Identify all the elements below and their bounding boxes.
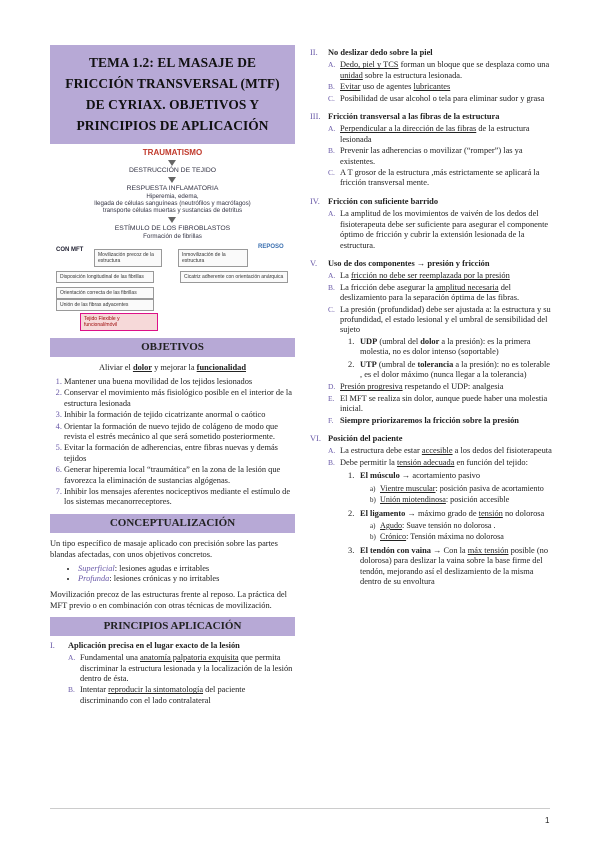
list-item: 4. Orientar la formación de nuevo tejido de colágeno de modo que revista el estrés mecánico al que será sometido posteriormente. [64, 422, 295, 443]
diagram-step3: ESTÍMULO DE LOS FIBROBLASTOS [114, 225, 231, 232]
principle-i-a: A. Fundamental una anatomía palpatoria exquisita que permita discriminar la estructura lesionada y la localización de la lesión dentro de ésta. [68, 653, 293, 683]
page-title: TEMA 1.2: EL MASAJE DE FRICCIÓN TRANSVERSAL (MTF) DE CYRIAX. OBJETIVOS Y PRINCIPIOS DE APLICACIÓN [50, 45, 295, 144]
principle-i-b: B. Intentar reproducir la sintomatología del paciente discriminando con el lado contralateral [68, 685, 246, 705]
diagram-result-box: Tejido Flexible y funcional/móvil [80, 313, 158, 331]
conceptualizacion-text2: Movilización precoz de las estructuras frente al reposo. La práctica del MFT previo o en combinación con otras técnicas de movilización. [50, 589, 287, 610]
left-column [50, 45, 295, 707]
conceptualizacion-heading: CONCEPTUALIZACIÓN [50, 514, 295, 533]
page-number: 1 [545, 816, 550, 825]
traumatismo-diagram: TRAUMATISMO DESTRUCCIÓN DE TEJIDO RESPUESTA INFLAMATORIA Hiperemia, edema, llegada de células sanguíneas (neutrófilos y macrófagos) transporte células muertas y sustancias de detritus ESTÍMULO DE LOS FIBROBLASTOS Formación de fibrillas CON MFT REPOSO Movilización precoz de la estructura Inmovilización de la estructura Disposición longitudinal de las fibrillas Cicatriz adherente con orientación anárquica Orientación correcta de las fibrillas Unión de las fibras adyacentes Tejido Flexible y funcional/móvil [50, 147, 295, 332]
arrow-icon [168, 217, 176, 223]
diagram-box: Cicatriz adherente con orientación anárquica [180, 271, 288, 283]
list-item: 6. Generar hiperemia local “traumática” en la zona de la lesión que favorezca la eliminación de sustancias algógenas. [64, 465, 295, 486]
list-item: 1. Mantener una buena movilidad de los tejidos lesionados [64, 377, 295, 387]
diagram-box: Disposición longitudinal de las fibrillas [56, 271, 154, 283]
diagram-box: Unión de las fibras adyacentes [56, 299, 154, 311]
arrow-icon [168, 160, 176, 166]
masaje-types-list [50, 564, 295, 585]
list-item: 7. Inhibir los mensajes aferentes nociceptivos mediante el estímulo de los sistemas mecanorreceptores. [64, 487, 295, 508]
principle-vi: VI. Posición del paciente [310, 434, 403, 443]
principle-iv: IV. Fricción con suficiente barrido [310, 196, 439, 206]
diagram-head: TRAUMATISMO [142, 148, 203, 157]
diagram-step2: RESPUESTA INFLAMATORIA [126, 185, 219, 192]
diagram-box: Movilización precoz de la estructura [94, 249, 162, 267]
right-column: II. No deslizar dedo sobre la piel A. Dedo, piel y TCS forman un bloque que se desplaza como una unidad sobre la estructura lesionada. B. Evitar uso de agentes lubricantes C. Posibilidad de usar alcohol o tela para eliminar sudor y grasa III. Fricción transversal a las fibras de la estructura A. Perpendicular a la dirección de las fibras de la estructura lesionada B. Prevenir las adherencias o movilizar (“romper”) las ya existentes. C. A T grosor de la estructura ,más estrictamente se aplicará la fricción transversal mente. IV. Fricción con suficiente barrido A. La amplitud de los movimientos de vaivén de los dedos del fisioterapeuta debe ser suficiente para asegurar el componente óptimo de fricción y cubrir la extensión lesionada de la estructura. V. Uso de dos componentes → presión y fricción A. La fricción no debe ser reemplazada por la presión B. La fricción debe asegurar la amplitud necesaria del deslizamiento para la separación óptima de las fibras. C. La presión (profundidad) debe ser ajustada a: la estructura y su profundidad, el estado lesional y el umbral de sensibilidad del sujeto 1. UDP (umbral del dolor a la presión): es la primera molestia, no es dolor intenso (soportable) 2. UTP (umbral de tolerancia a la presión): no es tolerable , es el dolor máximo (nunca llegar a la tolerancia) D. Presión progresiva respetando el UDP: analgesia E. El MFT se realiza sin dolor, aunque puede haber una molestia inicial. F. Siempre priorizaremos la fricción sobre la presión VI. Posición del paciente A. La estructura debe estar accesible a los dedos del fisioterapeuta B. Debe permitir la tensión adecuada en función del tejido: 1. El músculo → acortamiento pasivo a) Vientre muscular: posición pasiva de acortamiento b) Unión miotendinosa: posición accesible 2. El ligamento → máximo grado de tensión no dolorosa a) Agudo: Suave tensión no dolorosa . b) Crónico: Tensión máxima no dolorosa 3. El tendón con vaina → Con la máx tensión posible (no dolorosa) para deslizar la vaina sobre la base firme del tendón, mejorando así el deslizamiento de la misma dentro de su envoltura [310, 48, 552, 587]
diagram-box: Orientación correcta de las fibrillas [56, 287, 154, 299]
list-item: 2. Conservar el movimiento más fisiológico posible en el interior de la estructura lesionada [64, 388, 295, 409]
list-item: • Superficial: lesiones agudas e irritables [78, 564, 295, 574]
principle-ii: II. No deslizar dedo sobre la piel [310, 48, 433, 57]
list-item: • Profunda: lesiones crónicas y no irritables [78, 574, 295, 584]
footer-divider [50, 808, 550, 809]
conceptualizacion-text: Un tipo específico de masaje aplicado con precisión sobre las partes blandas afectadas, con unos objetivos concretos. [50, 538, 278, 559]
principle-v: V. Uso de dos componentes → presión y fricción [310, 258, 490, 268]
arrow-icon [168, 177, 176, 183]
objetivos-list [50, 377, 295, 508]
principle-iii: III. Fricción transversal a las fibras de la estructura [310, 112, 500, 122]
diagram-step1: DESTRUCCIÓN DE TEJIDO [128, 167, 217, 174]
label-reposo: REPOSO [258, 244, 284, 250]
label-con-mft: CON MFT [56, 247, 84, 253]
diagram-box: Inmovilización de la estructura [178, 249, 248, 267]
objetivos-heading: OBJETIVOS [50, 338, 295, 357]
principios-heading: PRINCIPIOS APLICACIÓN [50, 617, 295, 636]
list-item: 5. Evitar la formación de adherencias, entre fibras nuevas y demás tejidos [64, 443, 295, 464]
list-item: 3. Inhibir la formación de tejido cicatrizante anormal o caótico [64, 410, 295, 420]
objetivos-intro: Aliviar el dolor y mejorar la funcionalidad [98, 363, 247, 372]
principle-i: I. Aplicación precisa en el lugar exacto de la lesión [50, 640, 240, 650]
